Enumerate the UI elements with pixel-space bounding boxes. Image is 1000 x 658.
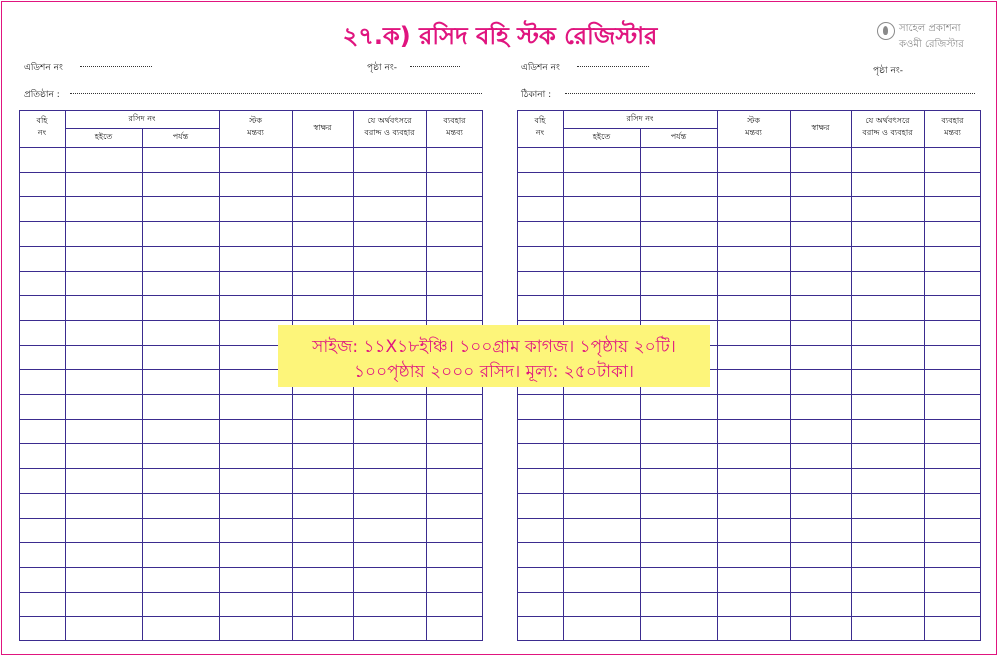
brand-logo xyxy=(877,20,989,56)
left-institution-field[interactable] xyxy=(70,93,482,94)
col-fiscal-year-line2: বরাদ্দ ও ব্যবহার xyxy=(862,128,913,137)
col-stock-line2: মন্তব্য xyxy=(745,128,762,137)
brand-name: সাহেল প্রকাশনা xyxy=(899,23,961,34)
col-signature: স্বাক্ষর xyxy=(313,123,332,132)
col-fiscal-year xyxy=(353,115,426,139)
col-fiscal-year-line1: যে অর্থবৎসরে xyxy=(367,116,412,125)
col-book-no-line1: বহি xyxy=(36,116,48,125)
col-book-no xyxy=(517,115,563,139)
col-book-no-line2: নং xyxy=(535,128,545,137)
right-edition-label: এডিশন নং xyxy=(521,63,560,73)
left-page-field[interactable] xyxy=(410,66,460,67)
col-to: পর্যন্ত xyxy=(670,132,687,141)
col-stock-line1: স্টক xyxy=(747,116,760,125)
col-usage-remarks xyxy=(426,115,483,139)
col-usage-line2: মন্তব্য xyxy=(446,128,463,137)
info-banner-line1: সাইজ: ১১X১৮ইঞ্চি। ১০০গ্রাম কাগজ। ১পৃষ্ঠায় ২০টি। xyxy=(312,337,676,357)
col-usage-line2: মন্তব্য xyxy=(944,128,961,137)
right-edition-field[interactable] xyxy=(577,66,649,67)
brand-subtitle: কওমী রেজিস্টার xyxy=(899,39,964,50)
col-signature: স্বাক্ষর xyxy=(811,123,830,132)
col-usage-line1: ব্যবহার xyxy=(443,116,466,125)
col-fiscal-year-line1: যে অর্থবৎসরে xyxy=(865,116,910,125)
info-banner xyxy=(278,325,710,387)
col-book-no-line1: বহি xyxy=(534,116,546,125)
col-receipt-no: রসিদ নং xyxy=(128,114,156,123)
page-title: ২৭.ক) রসিদ বহি স্টক রেজিস্টার xyxy=(342,22,658,50)
col-usage-remarks xyxy=(924,115,981,139)
lamp-icon xyxy=(877,22,895,40)
col-to: পর্যন্ত xyxy=(172,132,189,141)
col-from: হইতে xyxy=(94,132,113,141)
left-edition-label: এডিশন নং xyxy=(24,63,63,73)
col-stock-line2: মন্তব্য xyxy=(247,128,264,137)
left-page-label: পৃষ্ঠা নং- xyxy=(367,63,397,73)
col-fiscal-year-line2: বরাদ্দ ও ব্যবহার xyxy=(364,128,415,137)
left-institution-label: প্রতিষ্ঠান : xyxy=(24,90,60,100)
col-receipt-no: রসিদ নং xyxy=(626,114,654,123)
left-edition-field[interactable] xyxy=(80,66,152,67)
right-address-field[interactable] xyxy=(565,93,975,94)
info-banner-line2: ১০০পৃষ্ঠায় ২০০০ রসিদ। মূল্য: ২৫০টাকা। xyxy=(354,362,634,382)
col-stock-remarks xyxy=(219,115,292,139)
col-stock-line1: স্টক xyxy=(249,116,262,125)
col-stock-remarks xyxy=(717,115,790,139)
col-fiscal-year xyxy=(851,115,924,139)
right-page-label: পৃষ্ঠা নং- xyxy=(873,66,903,76)
col-usage-line1: ব্যবহার xyxy=(941,116,964,125)
col-book-no xyxy=(19,115,65,139)
col-from: হইতে xyxy=(592,132,611,141)
right-address-label: ঠিকানা : xyxy=(521,90,552,100)
col-book-no-line2: নং xyxy=(37,128,47,137)
